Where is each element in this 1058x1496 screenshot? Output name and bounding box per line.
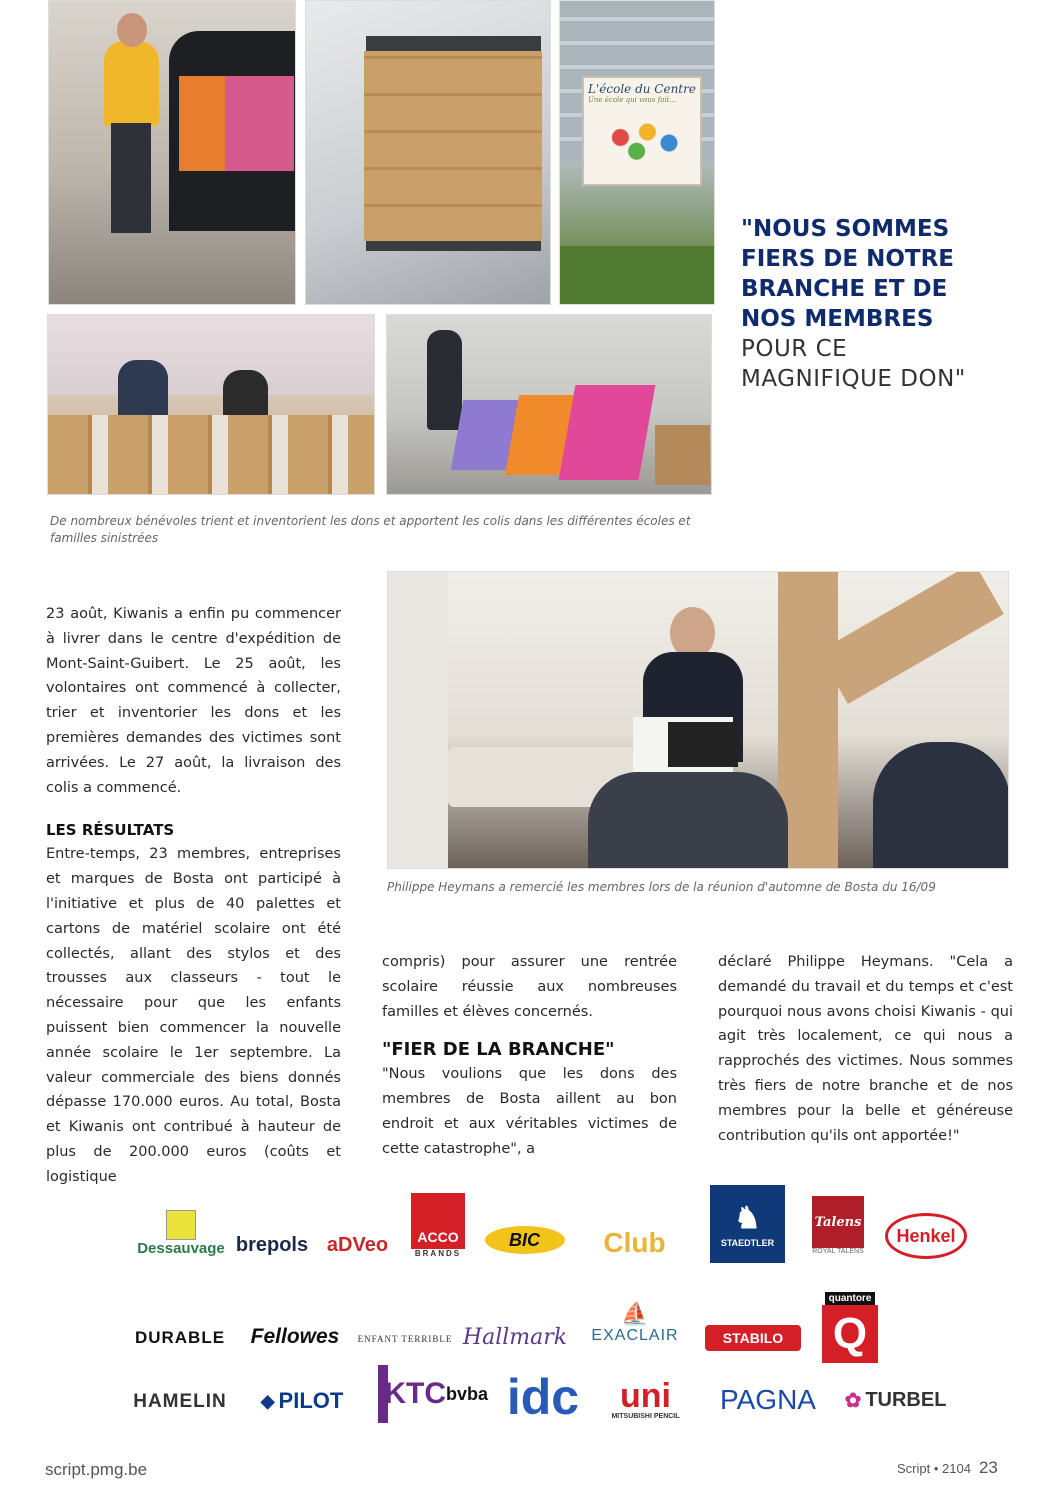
article-column-3 bbox=[718, 950, 1013, 1148]
talens-sub: ROYAL TALENS bbox=[812, 1248, 864, 1255]
uni-sub: MITSUBISHI PENCIL bbox=[611, 1412, 680, 1420]
ktc-text: KTC bbox=[384, 1377, 446, 1410]
logo-hallmark: Hallmark bbox=[462, 1324, 568, 1350]
logo-club: Club bbox=[603, 1227, 666, 1258]
col1-paragraph-1: 23 août, Kiwanis a enfin pu commencer à livrer dans le centre d'expédition de Mont-Saint-Guibert. Le 25 août, les volontaires ont commencé à collecter, trier et inventorier les dons et les premières demandes des victimes sont arrivées. Le 27 août, la livraison des colis a commencé. bbox=[46, 606, 341, 796]
sponsor-logos bbox=[120, 1185, 990, 1440]
logo-turbel bbox=[838, 1385, 953, 1415]
volunteer-pulling-pallet bbox=[427, 330, 462, 430]
dessauvage-mark bbox=[166, 1210, 196, 1240]
handprints-drawing bbox=[588, 110, 696, 165]
hedge bbox=[560, 246, 715, 305]
logo-ktc bbox=[378, 1363, 488, 1425]
quantore-text: quantore bbox=[825, 1292, 876, 1305]
pull-quote-line-2: FIERS DE NOTRE bbox=[741, 246, 954, 272]
boxes bbox=[655, 425, 710, 485]
school-sign-title: L'école du Centre bbox=[588, 82, 696, 96]
photo-school-sign bbox=[559, 0, 715, 305]
wall bbox=[48, 315, 375, 395]
school-sign-subtitle: Une école qui vous fait... bbox=[588, 96, 677, 104]
logo-durable: DURABLE bbox=[134, 1328, 226, 1347]
volunteer-trousers bbox=[111, 123, 151, 233]
wooden-beam-diagonal bbox=[818, 571, 1004, 704]
logo-enfant-terrible: ENFANT TERRIBLE bbox=[357, 1334, 453, 1344]
col1-paragraph-2: Entre-temps, 23 membres, entreprises et marques de Bosta ont participé à l'initiative et plus de 40 palettes et cartons de matériel scolaire ont été collectés, allant des stylos et des trousses aux classeurs - tout le nécessaire pour que les enfants puissent bien commencer la nouvelle année scolaire le 1er septembre. La valeur commerciale des biens donnés dépasse 170.000 euros. Au total, Bosta et Kiwanis ont contribué à hauteur de plus de 200.000 euros (coûts et logistique bbox=[46, 846, 341, 1185]
quantore-q: Q bbox=[822, 1305, 878, 1363]
acco-text: ACCO bbox=[411, 1193, 465, 1249]
col3-paragraph-1: déclaré Philippe Heymans. "Cela a demandé du travail et du temps et c'est pourquoi nous avons choisi Kiwanis - qui agit très localement, ce qui nous a rapprochés des victimes. Nous sommes très fiers de notre branche et de nos membres pour la belle et généreuse contribution qu'ils ont apportée!" bbox=[718, 954, 1013, 1144]
pull-quote-line-6: MAGNIFIQUE DON" bbox=[741, 366, 966, 392]
logo-adveo: aDVeo bbox=[326, 1233, 389, 1256]
logo-idc: idc bbox=[506, 1369, 580, 1425]
pull-quote-line-3: BRANCHE ET DE bbox=[741, 276, 948, 302]
logo-royal-talens bbox=[808, 1188, 868, 1263]
logo-stabilo: STABILO bbox=[705, 1325, 801, 1351]
logo-brepols: brepols bbox=[235, 1233, 309, 1256]
boxes-and-supplies bbox=[48, 415, 375, 495]
exaclair-text: EXACLAIR bbox=[591, 1327, 679, 1344]
footer-website[interactable]: script.pmg.be bbox=[45, 1460, 148, 1479]
logo-exaclair bbox=[590, 1293, 680, 1353]
footer-page-info bbox=[897, 1458, 998, 1478]
pull-quote-line-4: NOS MEMBRES bbox=[741, 306, 934, 332]
cardboard-boxes bbox=[364, 51, 542, 241]
uni-text: uni bbox=[620, 1376, 671, 1415]
pull-quote bbox=[741, 214, 1031, 394]
article-column-1 bbox=[46, 602, 341, 1190]
pull-quote-line-5: POUR CE bbox=[741, 336, 848, 362]
bags-in-trunk bbox=[179, 76, 294, 171]
logo-bic bbox=[477, 1223, 572, 1257]
heading-results: LES RÉSULTATS bbox=[46, 821, 175, 840]
volunteer-head bbox=[117, 13, 147, 47]
speech-photo-caption: Philippe Heymans a remercié les membres lors de la réunion d'automne de Bosta du 16/09 bbox=[387, 880, 936, 894]
logo-dessauvage bbox=[132, 1203, 230, 1263]
window-light bbox=[388, 572, 448, 869]
photo-sorting-room bbox=[47, 314, 375, 495]
col2-paragraph-1: compris) pour assurer une rentrée scolaire réussie aux nombreuses familles et élèves concernés. bbox=[382, 954, 677, 1020]
audience-member-right bbox=[873, 742, 1009, 869]
turbel-text: TURBEL bbox=[865, 1388, 947, 1411]
staedtler-mark: ♞ bbox=[734, 1202, 761, 1235]
photo-van-boxes bbox=[305, 0, 551, 305]
logo-pilot bbox=[247, 1383, 357, 1419]
photo-car-trunk-donations bbox=[48, 0, 296, 305]
talens-text: Talens bbox=[812, 1196, 864, 1248]
volunteer-left bbox=[118, 360, 168, 420]
footer-issue: Script • 2104 bbox=[897, 1461, 971, 1476]
pilot-text: PILOT bbox=[278, 1388, 344, 1413]
footer-page-number: 23 bbox=[978, 1458, 998, 1477]
article-column-2 bbox=[382, 950, 677, 1162]
logo-staedtler bbox=[710, 1185, 785, 1263]
photo-school-bags bbox=[386, 314, 712, 495]
logo-henkel: Henkel bbox=[885, 1213, 967, 1259]
photo-philippe-heymans-speech bbox=[387, 571, 1009, 869]
ktc-sub: bvba bbox=[445, 1383, 488, 1404]
school-sign bbox=[582, 76, 702, 186]
staedtler-text: STAEDTLER bbox=[720, 1238, 775, 1248]
volunteer-yellow-shirt bbox=[104, 41, 159, 126]
acco-sub: BRANDS bbox=[414, 1249, 462, 1258]
logo-pagna: PAGNA bbox=[720, 1384, 816, 1415]
pull-quote-line-1: "NOUS SOMMES bbox=[741, 216, 950, 242]
logo-hamelin: HAMELIN bbox=[133, 1391, 227, 1412]
exaclair-mark: ⛵ bbox=[621, 1301, 649, 1326]
logo-acco bbox=[410, 1188, 466, 1263]
bic-text: BIC bbox=[485, 1226, 565, 1254]
logo-uni bbox=[598, 1375, 693, 1423]
col2-paragraph-2: "Nous voulions que les dons des membres de Bosta aillent au bon endroit et aux véritables victimes de cette catastrophe", a bbox=[382, 1066, 677, 1157]
heading-fier-de-la-branche: "FIER DE LA BRANCHE" bbox=[382, 1039, 615, 1061]
pink-bags bbox=[559, 385, 656, 480]
dessauvage-text: Dessauvage bbox=[137, 1239, 225, 1257]
photos-caption: De nombreux bénévoles trient et inventorient les dons et apportent les colis dans les différentes écoles et familles sinistrées bbox=[50, 514, 691, 545]
turbel-icon: ✿ bbox=[844, 1389, 862, 1412]
audience-member bbox=[588, 772, 788, 869]
laptop bbox=[668, 722, 738, 767]
logo-quantore bbox=[820, 1285, 880, 1370]
pilot-icon: ◆ bbox=[260, 1390, 275, 1411]
logo-fellowes: Fellowes bbox=[250, 1325, 340, 1348]
